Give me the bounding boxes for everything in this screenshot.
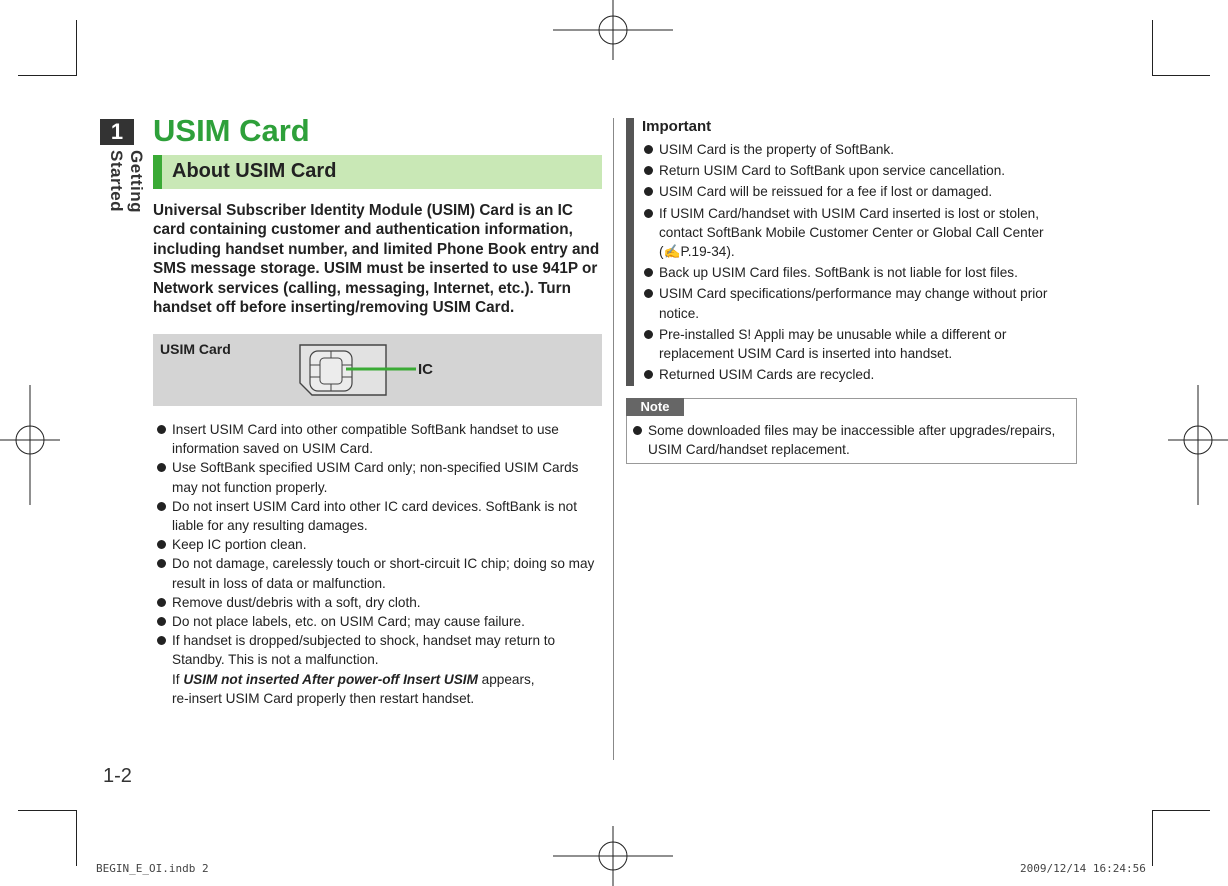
list-item: Do not place labels, etc. on USIM Card; may cause failure.	[155, 612, 605, 631]
column-divider	[613, 118, 614, 760]
crop-mark	[1152, 810, 1153, 866]
list-item: Insert USIM Card into other compatible SoftBank handset to use information saved on USIM Card.	[155, 420, 605, 458]
list-item: If handset is dropped/subjected to shock, handset may return to Standby. This is not a malfunction. If USIM not inserted After power-off Insert USIM appears, re-insert USIM Card properly then restart handset.	[155, 631, 605, 708]
page-title: USIM Card	[153, 113, 310, 148]
screen-message: USIM not inserted After power-off Insert USIM	[183, 671, 478, 687]
important-heading: Important	[642, 118, 712, 135]
note-list	[631, 421, 1071, 459]
list-item: USIM Card specifications/performance may change without prior notice.	[642, 284, 1082, 322]
list-item: Returned USIM Cards are recycled.	[642, 365, 1082, 384]
usim-card-illustration	[298, 342, 423, 398]
list-item: USIM Card will be reissued for a fee if lost or damaged.	[642, 182, 1082, 201]
intro-paragraph: Universal Subscriber Identity Module (USIM) Card is an IC card containing customer and authentication information, including handset number, and limited Phone Book entry and SMS message storage. USIM must be inserted to use 941P or Network services (calling, messaging, Internet, etc.). Turn handset off before inserting/removing USIM Card.	[153, 202, 600, 317]
slug-timestamp: 2009/12/14 16:24:56	[1020, 862, 1146, 875]
chapter-number: 1	[100, 119, 134, 145]
list-item: Do not damage, carelessly touch or short-circuit IC chip; doing so may result in loss of data or malfunction.	[155, 554, 605, 592]
list-item: Do not insert USIM Card into other IC card devices. SoftBank is not liable for any resulting damages.	[155, 497, 605, 535]
crop-mark	[1152, 810, 1210, 811]
crop-mark	[18, 810, 76, 811]
list-item: Remove dust/debris with a soft, dry cloth.	[155, 593, 605, 612]
ic-callout-label: IC	[418, 361, 433, 378]
crop-mark	[1152, 75, 1210, 76]
important-list	[642, 140, 1082, 386]
page-number: 1-2	[103, 765, 132, 787]
list-item: Back up USIM Card files. SoftBank is not liable for lost files.	[642, 263, 1082, 282]
crop-mark	[76, 810, 77, 866]
list-item: Keep IC portion clean.	[155, 535, 605, 554]
list-item: USIM Card is the property of SoftBank.	[642, 140, 1082, 159]
list-item: Pre-installed S! Appli may be unusable while a different or replacement USIM Card is inserted into handset.	[642, 325, 1082, 363]
registration-mark-left	[0, 385, 60, 505]
list-item: If USIM Card/handset with USIM Card inserted is lost or stolen, contact SoftBank Mobile Customer Center or Global Call Center (✍P.19-34).	[642, 204, 1082, 262]
page-reference[interactable]: P.19-34).	[680, 244, 735, 260]
reference-icon: ✍	[663, 244, 681, 260]
registration-mark-bottom	[553, 826, 673, 886]
crop-mark	[18, 75, 76, 76]
section-heading-bar	[153, 155, 162, 189]
registration-mark-right	[1168, 385, 1228, 505]
important-bar	[626, 118, 634, 386]
list-item: Some downloaded files may be inaccessible after upgrades/repairs, USIM Card/handset replacement.	[631, 421, 1071, 459]
usim-figure	[153, 334, 602, 406]
usim-bullet-list	[155, 420, 605, 708]
figure-label: USIM Card	[160, 341, 231, 357]
chapter-label: Getting Started	[107, 150, 146, 213]
crop-mark	[76, 20, 77, 76]
registration-mark-top	[553, 0, 673, 60]
list-item: Return USIM Card to SoftBank upon service cancellation.	[642, 161, 1082, 180]
slug-file: BEGIN_E_OI.indb 2	[96, 862, 209, 875]
crop-mark	[1152, 20, 1153, 76]
list-item: Use SoftBank specified USIM Card only; non-specified USIM Cards may not function properly.	[155, 458, 605, 496]
section-heading: About USIM Card	[153, 155, 602, 189]
note-tag: Note	[626, 398, 684, 416]
